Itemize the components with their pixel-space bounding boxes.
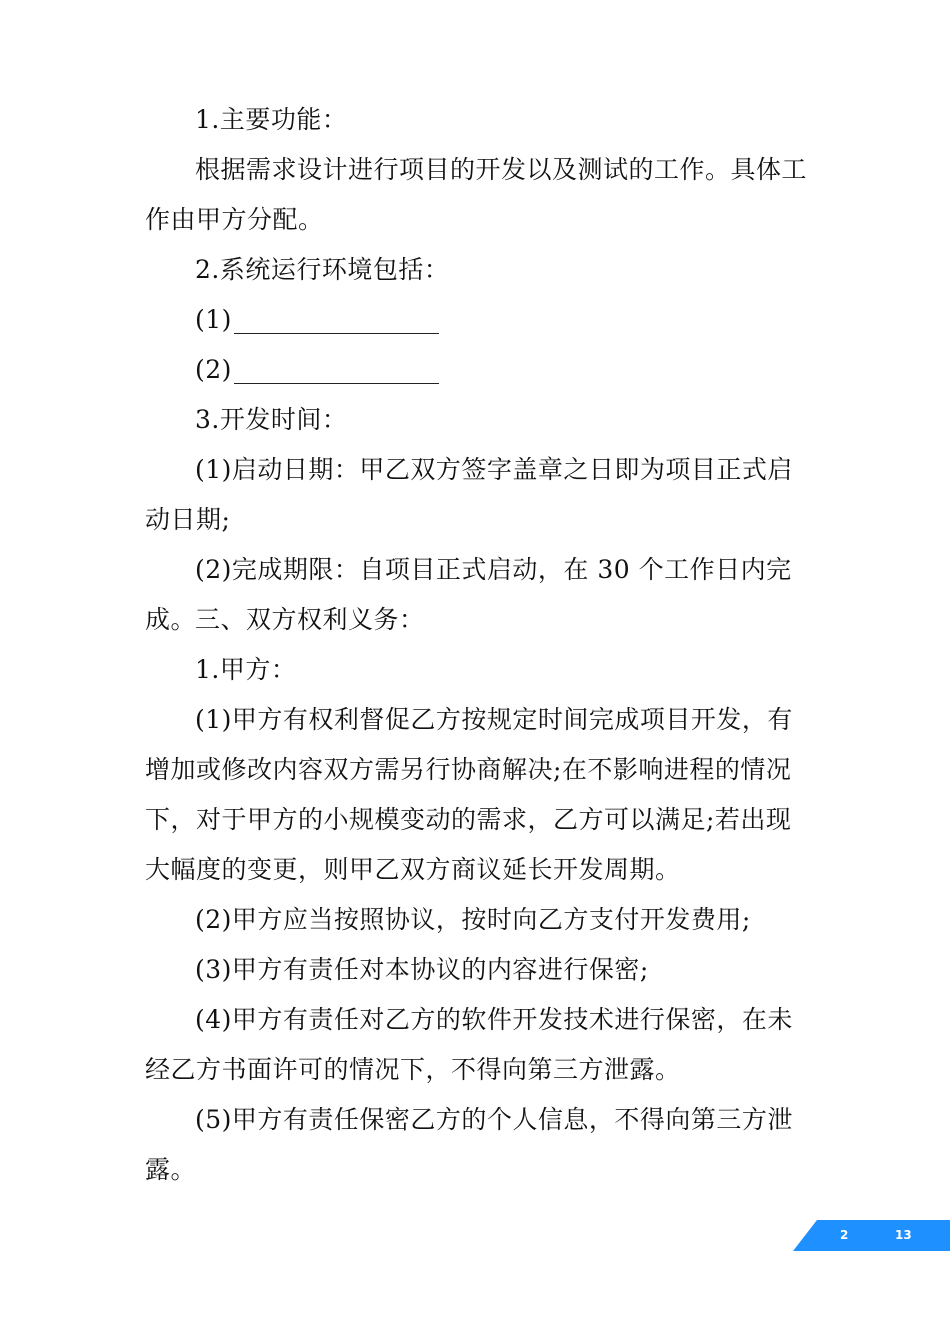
paragraph-deadline: (2)完成期限：自项目正式启动，在 30 个工作日内完成。 (145, 555, 792, 634)
page-number-footer (793, 1220, 950, 1251)
paragraph-start-date: (1)启动日期：甲乙双方签字盖章之日即为项目正式启动日期; (145, 455, 793, 534)
paragraph-party-a-right-3: (3)甲方有责任对本协议的内容进行保密; (195, 955, 649, 984)
paragraph-function-detail: 根据需求设计进行项目的开发以及测试的工作。具体工作由甲方分配。 (145, 155, 808, 234)
paragraph-environment-item-1: (1) (145, 295, 810, 345)
paragraph-dev-time: 3.开发时间： (195, 405, 348, 434)
paragraph-party-a-right-2: (2)甲方应当按照协议，按时向乙方支付开发费用; (195, 905, 751, 934)
paragraph-party-a-right-1: (1)甲方有权利督促乙方按规定时间完成项目开发，有增加或修改内容双方需另行协商解决;在不影响进程的情况下，对于甲方的小规模变动的需求，乙方可以满足;若出现大幅度的变更，则甲乙双方商议延长开发周期。 (145, 705, 793, 884)
paragraph-party-a-right-4: (4)甲方有责任对乙方的软件开发技术进行保密，在未经乙方书面许可的情况下，不得向第三方泄露。 (145, 1005, 793, 1084)
paragraph-environment: 2.系统运行环境包括： (195, 255, 450, 284)
paragraph-party-a: 1.甲方： (195, 655, 297, 684)
paragraph-party-a-right-5: (5)甲方有责任保密乙方的个人信息，不得向第三方泄露。 (145, 1105, 793, 1184)
section-heading-rights: 三、双方权利义务： (195, 605, 425, 634)
total-page-count: 13 (895, 1228, 912, 1242)
current-page-number: 2 (840, 1228, 849, 1242)
fill-in-blank-line (234, 333, 439, 334)
paragraph-main-function: 1.主要功能： (195, 105, 348, 134)
footer-banner-shape (793, 1220, 950, 1251)
paragraph-environment-item-2: (2) (145, 345, 810, 395)
fill-in-blank-line (234, 383, 439, 384)
